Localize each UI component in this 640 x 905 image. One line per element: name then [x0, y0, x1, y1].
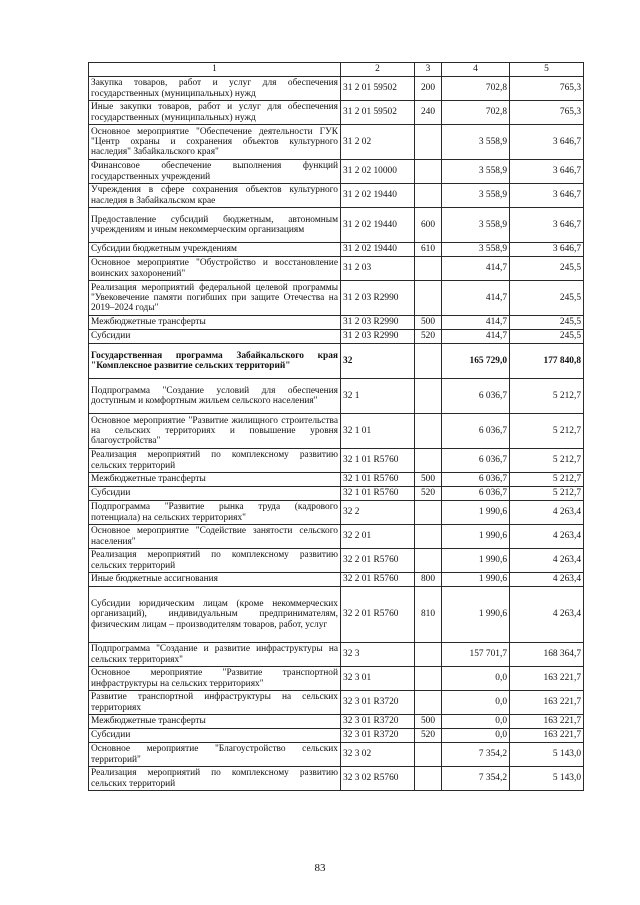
cell-name: Развитие транспортной инфраструктуры на сельских территориях — [89, 691, 341, 715]
cell-value-2: 163 221,7 — [510, 715, 584, 729]
cell-code: 32 2 — [341, 501, 415, 525]
table-row — [89, 587, 584, 643]
cell-vr: 600 — [415, 208, 442, 243]
cell-value-2: 163 221,7 — [510, 667, 584, 691]
cell-value-2: 5 143,0 — [510, 767, 584, 791]
table-row — [89, 501, 584, 525]
cell-code: 31 2 01 59502 — [341, 77, 415, 101]
table-row — [89, 330, 584, 344]
cell-value-2: 4 263,4 — [510, 573, 584, 587]
cell-code: 32 3 02 — [341, 743, 415, 767]
cell-vr — [415, 379, 442, 414]
cell-value-2: 168 364,7 — [510, 643, 584, 667]
cell-name: Реализация мероприятий по комплексному развитию сельских территорий — [89, 767, 341, 791]
table-row — [89, 643, 584, 667]
cell-name: Государственная программа Забайкальского края "Комплексное развитие сельских территорий" — [89, 344, 341, 379]
cell-value-2: 4 263,4 — [510, 549, 584, 573]
cell-vr: 800 — [415, 573, 442, 587]
cell-value-2: 3 646,7 — [510, 243, 584, 257]
cell-value-1: 414,7 — [442, 330, 510, 344]
cell-value-1: 3 558,9 — [442, 125, 510, 160]
table-row — [89, 667, 584, 691]
cell-name: Иные бюджетные ассигнования — [89, 573, 341, 587]
column-header: 4 — [442, 63, 510, 77]
cell-name: Субсидии юридическим лицам (кроме некоммерческих организаций), индивидуальным предпринимателям, физическим лицам – производителям товаров, работ, услуг — [89, 587, 341, 643]
cell-value-1: 1 990,6 — [442, 501, 510, 525]
cell-name: Основное мероприятие "Развитие транспортной инфраструктуры на сельских территориях" — [89, 667, 341, 691]
table-row — [89, 379, 584, 414]
cell-name: Субсидии — [89, 729, 341, 743]
cell-value-1: 1 990,6 — [442, 573, 510, 587]
cell-value-2: 245,5 — [510, 330, 584, 344]
cell-code: 32 1 01 R5760 — [341, 449, 415, 473]
column-header: 3 — [415, 63, 442, 77]
cell-vr: 520 — [415, 729, 442, 743]
cell-code: 32 3 — [341, 643, 415, 667]
cell-value-2: 245,5 — [510, 257, 584, 281]
cell-code: 32 1 — [341, 379, 415, 414]
cell-vr: 810 — [415, 587, 442, 643]
cell-value-1: 157 701,7 — [442, 643, 510, 667]
cell-code: 32 2 01 R5760 — [341, 549, 415, 573]
cell-value-1: 3 558,9 — [442, 208, 510, 243]
cell-vr: 500 — [415, 316, 442, 330]
cell-code: 32 2 01 — [341, 525, 415, 549]
cell-value-2: 5 212,7 — [510, 449, 584, 473]
cell-name: Закупка товаров, работ и услуг для обеспечения государственных (муниципальных) нужд — [89, 77, 341, 101]
cell-value-2: 163 221,7 — [510, 691, 584, 715]
cell-name: Учреждения в сфере сохранения объектов культурного наследия в Забайкальском крае — [89, 184, 341, 208]
cell-value-1: 0,0 — [442, 691, 510, 715]
cell-value-2: 3 646,7 — [510, 125, 584, 160]
cell-vr — [415, 414, 442, 449]
cell-code: 32 2 01 R5760 — [341, 573, 415, 587]
table-row — [89, 573, 584, 587]
cell-value-1: 3 558,9 — [442, 160, 510, 184]
cell-code: 31 2 03 R2990 — [341, 330, 415, 344]
cell-code: 31 2 02 19440 — [341, 184, 415, 208]
table-row — [89, 715, 584, 729]
cell-vr: 500 — [415, 473, 442, 487]
cell-value-1: 6 036,7 — [442, 449, 510, 473]
cell-name: Основное мероприятие "Развитие жилищного строительства на сельских территориях и повышение уровня благоустройства" — [89, 414, 341, 449]
table-row — [89, 77, 584, 101]
cell-value-1: 0,0 — [442, 715, 510, 729]
cell-value-1: 6 036,7 — [442, 379, 510, 414]
page-number: 83 — [314, 862, 326, 874]
cell-name: Межбюджетные трансферты — [89, 473, 341, 487]
table-row — [89, 525, 584, 549]
cell-code: 32 — [341, 344, 415, 379]
cell-code: 32 3 01 R3720 — [341, 729, 415, 743]
cell-value-1: 1 990,6 — [442, 587, 510, 643]
cell-code: 32 1 01 R5760 — [341, 473, 415, 487]
cell-value-1: 3 558,9 — [442, 184, 510, 208]
cell-vr: 200 — [415, 77, 442, 101]
cell-code: 32 3 01 R3720 — [341, 691, 415, 715]
table-row — [89, 691, 584, 715]
cell-vr — [415, 667, 442, 691]
cell-name: Реализация мероприятий федеральной целевой программы "Увековечение памяти погибших при защите Отечества на 2019–2024 годы" — [89, 281, 341, 316]
table-row — [89, 160, 584, 184]
cell-value-1: 7 354,2 — [442, 767, 510, 791]
table-row — [89, 344, 584, 379]
cell-value-1: 414,7 — [442, 257, 510, 281]
cell-value-1: 1 990,6 — [442, 549, 510, 573]
cell-vr: 520 — [415, 487, 442, 501]
table-row — [89, 281, 584, 316]
cell-value-1: 7 354,2 — [442, 743, 510, 767]
cell-name: Реализация мероприятий по комплексному развитию сельских территорий — [89, 549, 341, 573]
column-header: 5 — [510, 63, 584, 77]
cell-vr — [415, 160, 442, 184]
table-row — [89, 743, 584, 767]
table-row — [89, 473, 584, 487]
cell-value-2: 245,5 — [510, 281, 584, 316]
cell-name: Субсидии — [89, 330, 341, 344]
cell-code: 32 3 01 R3720 — [341, 715, 415, 729]
cell-code: 31 2 03 — [341, 257, 415, 281]
cell-vr — [415, 184, 442, 208]
column-header: 1 — [89, 63, 341, 77]
cell-value-2: 3 646,7 — [510, 184, 584, 208]
table-row — [89, 316, 584, 330]
cell-vr — [415, 643, 442, 667]
cell-vr: 500 — [415, 715, 442, 729]
cell-value-2: 5 143,0 — [510, 743, 584, 767]
cell-vr — [415, 525, 442, 549]
cell-vr — [415, 691, 442, 715]
cell-name: Подпрограмма "Создание условий для обеспечения доступным и комфортным жильем сельского населения" — [89, 379, 341, 414]
cell-name: Подпрограмма "Создание и развитие инфраструктуры на сельских территориях" — [89, 643, 341, 667]
cell-code: 32 1 01 R5760 — [341, 487, 415, 501]
cell-code: 31 2 02 10000 — [341, 160, 415, 184]
cell-code: 32 3 02 R5760 — [341, 767, 415, 791]
table-row — [89, 767, 584, 791]
cell-value-1: 414,7 — [442, 316, 510, 330]
cell-value-1: 414,7 — [442, 281, 510, 316]
cell-vr — [415, 257, 442, 281]
cell-value-1: 0,0 — [442, 729, 510, 743]
table-row — [89, 208, 584, 243]
cell-vr: 610 — [415, 243, 442, 257]
cell-code: 31 2 02 — [341, 125, 415, 160]
cell-vr: 520 — [415, 330, 442, 344]
cell-name: Межбюджетные трансферты — [89, 316, 341, 330]
cell-value-2: 163 221,7 — [510, 729, 584, 743]
cell-code: 31 2 03 R2990 — [341, 316, 415, 330]
cell-name: Основное мероприятие "Обустройство и восстановление воинских захоронений" — [89, 257, 341, 281]
cell-vr — [415, 125, 442, 160]
cell-vr — [415, 743, 442, 767]
table-row — [89, 125, 584, 160]
cell-name: Основное мероприятие "Обеспечение деятельности ГУК "Центр охраны и сохранения объектов культурного наследия" Забайкальского края" — [89, 125, 341, 160]
cell-value-2: 4 263,4 — [510, 587, 584, 643]
cell-value-1: 1 990,6 — [442, 525, 510, 549]
cell-code: 31 2 03 R2990 — [341, 281, 415, 316]
cell-value-2: 4 263,4 — [510, 501, 584, 525]
cell-value-2: 5 212,7 — [510, 414, 584, 449]
table-row — [89, 101, 584, 125]
table-row — [89, 184, 584, 208]
cell-vr — [415, 344, 442, 379]
cell-name: Основное мероприятие "Благоустройство сельских территорий" — [89, 743, 341, 767]
cell-value-2: 5 212,7 — [510, 473, 584, 487]
cell-vr — [415, 501, 442, 525]
cell-value-1: 6 036,7 — [442, 473, 510, 487]
cell-name: Субсидии — [89, 487, 341, 501]
cell-value-2: 765,3 — [510, 77, 584, 101]
table-row — [89, 257, 584, 281]
cell-value-1: 6 036,7 — [442, 487, 510, 501]
cell-vr — [415, 767, 442, 791]
cell-name: Субсидии бюджетным учреждениям — [89, 243, 341, 257]
header-row — [89, 63, 584, 77]
cell-name: Иные закупки товаров, работ и услуг для обеспечения государственных (муниципальных) нужд — [89, 101, 341, 125]
cell-vr — [415, 281, 442, 316]
cell-vr: 240 — [415, 101, 442, 125]
cell-code: 32 1 01 — [341, 414, 415, 449]
cell-vr — [415, 549, 442, 573]
table-row — [89, 487, 584, 501]
cell-value-2: 765,3 — [510, 101, 584, 125]
cell-code: 31 2 01 59502 — [341, 101, 415, 125]
column-header: 2 — [341, 63, 415, 77]
cell-value-1: 3 558,9 — [442, 243, 510, 257]
cell-value-1: 702,8 — [442, 101, 510, 125]
table-row — [89, 414, 584, 449]
cell-value-1: 6 036,7 — [442, 414, 510, 449]
cell-code: 31 2 02 19440 — [341, 208, 415, 243]
cell-value-2: 245,5 — [510, 316, 584, 330]
cell-name: Основное мероприятие "Содействие занятости сельского населения" — [89, 525, 341, 549]
table-row — [89, 449, 584, 473]
cell-value-2: 5 212,7 — [510, 487, 584, 501]
cell-name: Финансовое обеспечение выполнения функций государственных учреждений — [89, 160, 341, 184]
cell-code: 31 2 02 19440 — [341, 243, 415, 257]
cell-value-2: 4 263,4 — [510, 525, 584, 549]
cell-name: Реализация мероприятий по комплексному развитию сельских территорий — [89, 449, 341, 473]
table-row — [89, 549, 584, 573]
cell-vr — [415, 449, 442, 473]
cell-value-1: 165 729,0 — [442, 344, 510, 379]
table-row — [89, 243, 584, 257]
cell-value-1: 702,8 — [442, 77, 510, 101]
table-row — [89, 729, 584, 743]
cell-code: 32 2 01 R5760 — [341, 587, 415, 643]
cell-value-2: 5 212,7 — [510, 379, 584, 414]
table-body — [89, 77, 584, 791]
cell-value-2: 177 840,8 — [510, 344, 584, 379]
cell-value-1: 0,0 — [442, 667, 510, 691]
cell-value-2: 3 646,7 — [510, 208, 584, 243]
budget-table — [88, 62, 584, 791]
cell-value-2: 3 646,7 — [510, 160, 584, 184]
cell-name: Предоставление субсидий бюджетным, автономным учреждениям и иным некоммерческим организациям — [89, 208, 341, 243]
cell-code: 32 3 01 — [341, 667, 415, 691]
cell-name: Подпрограмма "Развитие рынка труда (кадрового потенциала) на сельских территориях" — [89, 501, 341, 525]
cell-name: Межбюджетные трансферты — [89, 715, 341, 729]
